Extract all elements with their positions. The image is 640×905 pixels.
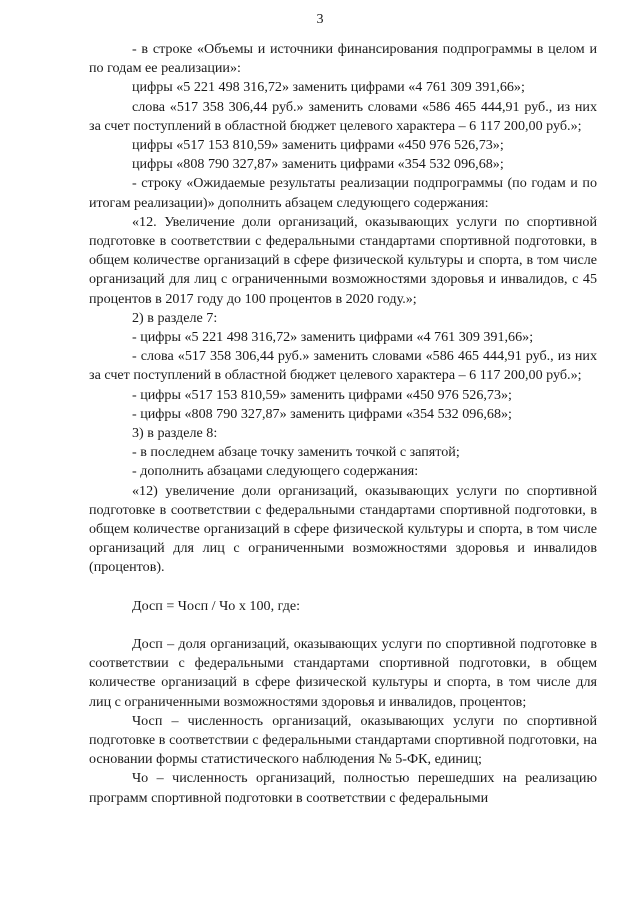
paragraph: «12. Увеличение доли организаций, оказывающих услуги по спортивной подготовке в соответствии с федеральными стандартами спортивной подготовки, в общем количестве организаций в сфере физической культуры и спорта, в том числе организаций для лиц с ограниченными возможностями здоровья и инвалидов, с 45 процентов в 2017 году до 100 процентов в 2020 году.»; — [89, 213, 597, 307]
paragraph: - в строке «Объемы и источники финансирования подпрограммы в целом и по годам ее реализации»: — [89, 41, 597, 77]
paragraph: цифры «517 153 810,59» заменить цифрами «450 976 526,73»; — [132, 137, 504, 154]
spacer — [89, 616, 597, 635]
paragraph: цифры «5 221 498 316,72» заменить цифрами «4 761 309 391,66»; — [132, 79, 525, 96]
paragraph: - цифры «808 790 327,87» заменить цифрами «354 532 096,68»; — [132, 405, 512, 422]
paragraph: 3) в разделе 8: — [132, 425, 218, 442]
paragraph: - в последнем абзаце точку заменить точкой с запятой; — [132, 444, 460, 461]
spacer — [89, 578, 597, 597]
paragraph: - слова «517 358 306,44 руб.» заменить словами «586 465 444,91 руб., из них за счет поступлений в областной бюджет целевого характера – 6 117 200,00 руб.»; — [89, 348, 597, 384]
paragraph: - цифры «5 221 498 316,72» заменить цифрами «4 761 309 391,66»; — [132, 329, 534, 346]
paragraph: 2) в разделе 7: — [132, 309, 218, 326]
paragraph: - цифры «517 153 810,59» заменить цифрами «450 976 526,73»; — [132, 386, 512, 403]
document-body — [89, 40, 597, 808]
paragraph: «12) увеличение доли организаций, оказывающих услуги по спортивной подготовке в соответствии с федеральными стандартами спортивной подготовки, в общем количестве организаций в сфере физической культуры и спорта, в том числе организаций для лиц с ограниченными возможностями здоровья и инвалидов (процентов). — [89, 482, 597, 576]
paragraph: Досп – доля организаций, оказывающих услуги по спортивной подготовке в соответствии с федеральными стандартами спортивной подготовки, в общем количестве организаций в сфере физической культуры и спорта, в том числе для лиц с ограниченными возможностями здоровья и инвалидов, процентов; — [89, 635, 597, 710]
paragraph: - строку «Ожидаемые результаты реализации подпрограммы (по годам и по итогам реализации)» дополнить абзацем следующего содержания: — [89, 175, 597, 211]
paragraph: Чо – численность организаций, полностью перешедших на реализацию программ спортивной подготовки в соответствии с федеральными — [89, 770, 597, 806]
paragraph: - дополнить абзацами следующего содержания: — [132, 463, 419, 480]
paragraph: Чосп – численность организаций, оказывающих услуги по спортивной подготовке в соответствии с федеральными стандартами спортивной подготовки, на основании формы статистического наблюдения № 5-ФК, единиц; — [89, 712, 597, 768]
paragraph: слова «517 358 306,44 руб.» заменить словами «586 465 444,91 руб., из них за счет поступлений в областной бюджет целевого характера – 6 117 200,00 руб.»; — [89, 98, 597, 134]
paragraph: цифры «808 790 327,87» заменить цифрами «354 532 096,68»; — [132, 156, 504, 173]
page-number: 3 — [316, 11, 324, 27]
formula: Досп = Чосп / Чо х 100, где: — [132, 597, 301, 614]
